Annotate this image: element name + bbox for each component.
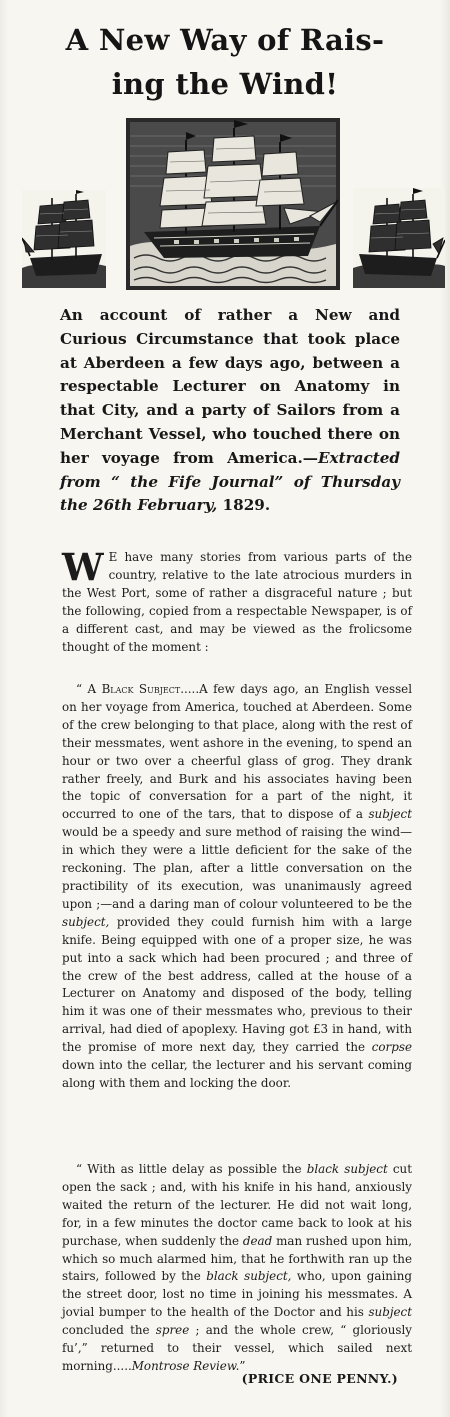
price-label: (PRICE ONE PENNY.) [241, 1371, 398, 1386]
story-italic: spree [155, 1323, 190, 1338]
story-text: “ With as little delay as possible the [76, 1162, 307, 1176]
story-text: .....A few days ago, an English vessel on her voyage from America, touched at Aberdeen. Some of the crew belonging to that place, along with the rest of their messmates, went ashore in the evening, to spend an hour or two over a cheerful glass of grog. They drank rather freely, and Burk and his associates having been the topic of conversation for a part of the night, it occurred to one of the tars, that to dispose of a [62, 682, 413, 822]
intro-text: E have many stories from various parts of the country, relative to the late atrocious murders in the West Port, some of rather a disgraceful nature ; but the following, copied from a respectable Newspaper, is of a different cast, and may be viewed as the frolicsome thought of the moment : [62, 550, 412, 654]
headline-line-1: A New Way of Rais- [65, 23, 385, 57]
story-paragraph-2 [62, 1161, 412, 1376]
account-year: 1829. [217, 496, 271, 515]
story-text: provided they could furnish him with a large knife. Being equipped with one of a proper size, he was put into a sack which had been procured ; and three of the crew of the best address, called at the house of a Lecturer on Anatomy and disposed of the body, telling him it was one of their messmates who, previous to their arrival, had died of apoplexy. Having got £3 in hand, with the promise of more next day, they carried the [62, 914, 412, 1055]
story-italic: subject [368, 1305, 412, 1320]
story-italic: black subject [306, 1162, 388, 1176]
story-text: man rushed upon him, which so much alarmed him, that he forthwith ran up the stairs, followed by the [62, 1233, 412, 1284]
ship-woodcut-center [124, 116, 342, 292]
account-text: An account of rather a New and Curious Circumstance that took place at Aberdeen a few days ago, between a respectable Lecturer on Anatomy in that City, and a party of Sailors from a Merchant Vessel, who touched there on her voyage from America.— [60, 306, 400, 467]
story-text: concluded the [62, 1323, 156, 1338]
story-italic: subject [368, 807, 412, 822]
source-attribution: Montrose Review. [131, 1358, 240, 1373]
story-text: would be a speedy and sure method of raising the wind—in which they were a little deficient for the sake of the reckoning. The plan, after a little conversation on the practibility of its execution, was unanimausly agreed upon ;—and a daring man of colour volunteered to be the [62, 825, 412, 911]
story-italic: black subject, [206, 1269, 292, 1284]
headline-line-2: ing the Wind! [111, 67, 339, 101]
account-source: Extracted from “ the Fife Journal” of Thursday the 26th February, [60, 448, 400, 515]
quote-close: ” [239, 1358, 246, 1373]
account-summary [60, 304, 400, 518]
story-italic: corpse [371, 1040, 412, 1055]
story-text: cut open the sack ; and, with his knife in his hand, anxiously waited the return of the lecturer. He did not wait long, for, in a few minutes the doctor came back to look at his purchase, when suddenly the [62, 1162, 412, 1248]
story-paragraph-1 [62, 681, 412, 1093]
drop-cap: W [62, 545, 104, 589]
story-italic: subject, [62, 914, 110, 929]
story-italic: dead [242, 1233, 273, 1248]
story-lead: A Black Subject [87, 682, 181, 696]
quote-open: “ [76, 682, 88, 696]
story-text: ; and the whole crew, “ gloriously fu’,” returned to their vessel, which sailed next morning..... [62, 1323, 412, 1373]
story-text: down into the cellar, the lecturer and his servant coming along with them and locking the door. [62, 1058, 412, 1090]
ship-woodcut-right [353, 188, 445, 288]
ship-woodcut-left [22, 190, 106, 288]
story-text: who, upon gaining the street door, lost no time in joining his messmates. A jovial bumper to the health of the Doctor and his [62, 1269, 412, 1320]
intro-paragraph [62, 545, 412, 656]
